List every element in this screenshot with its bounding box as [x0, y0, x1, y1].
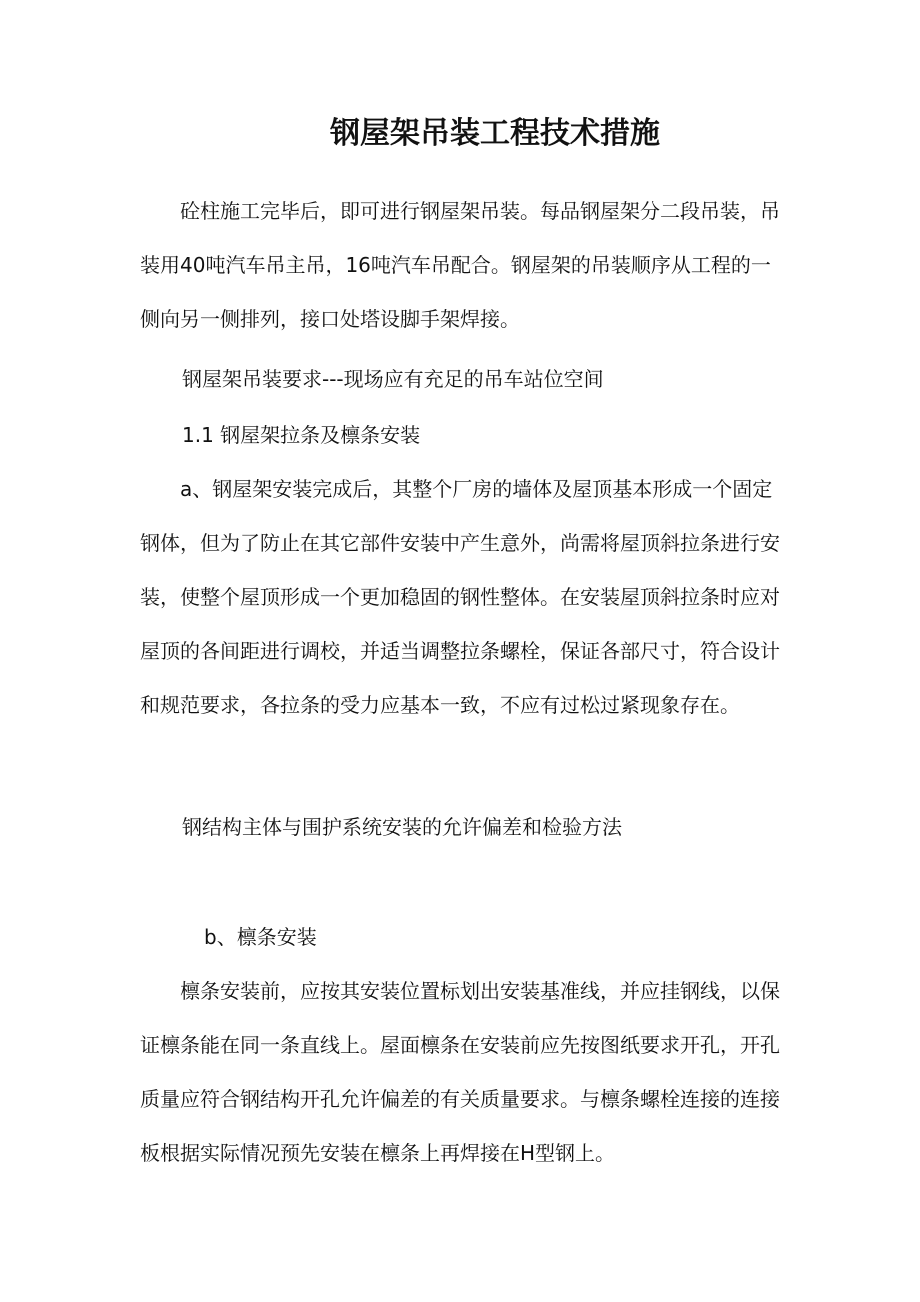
section-heading-1-1: 1.1 钢屋架拉条及檩条安装 — [182, 423, 421, 447]
document-title: 钢屋架吊装工程技术措施 — [330, 116, 660, 151]
paragraph-tie-rod-installation: a、钢屋架安装完成后，其整个厂房的墙体及屋顶基本形成一个固定钢体，但为了防止在其它部件安装中产生意外，尚需将屋顶斜拉条进行安装，使整个屋顶形成一个更加稳固的钢性整体。在安装屋顶斜拉条时应对屋顶的各间距进行调校，并适当调整拉条螺栓，保证各部尺寸，符合设计和规范要求，各拉条的受力应基本一致，不应有过松过紧现象存在。 — [140, 477, 780, 717]
paragraph-hoisting-requirements: 钢屋架吊装要求---现场应有充足的吊车站位空间 — [182, 367, 604, 391]
paragraph-tolerance-methods: 钢结构主体与围护系统安装的允许偏差和检验方法 — [182, 815, 622, 839]
paragraph-column-installation: 砼柱施工完毕后，即可进行钢屋架吊装。每品钢屋架分二段吊装，吊装用40吨汽车吊主吊，16吨汽车吊配合。钢屋架的吊装顺序从工程的一侧向另一侧排列，接口处塔设脚手架焊接。 — [140, 199, 780, 331]
paragraph-purlin-installation: 檩条安装前，应按其安装位置标划出安装基准线，并应挂钢线，以保证檩条能在同一条直线上。屋面檩条在安装前应先按图纸要求开孔，开孔质量应符合钢结构开孔允许偏差的有关质量要求。与檩条螺栓连接的连接板根据实际情况预先安装在檩条上再焊接在H型钢上。 — [140, 979, 780, 1165]
section-heading-b: b、檩条安装 — [204, 925, 317, 949]
